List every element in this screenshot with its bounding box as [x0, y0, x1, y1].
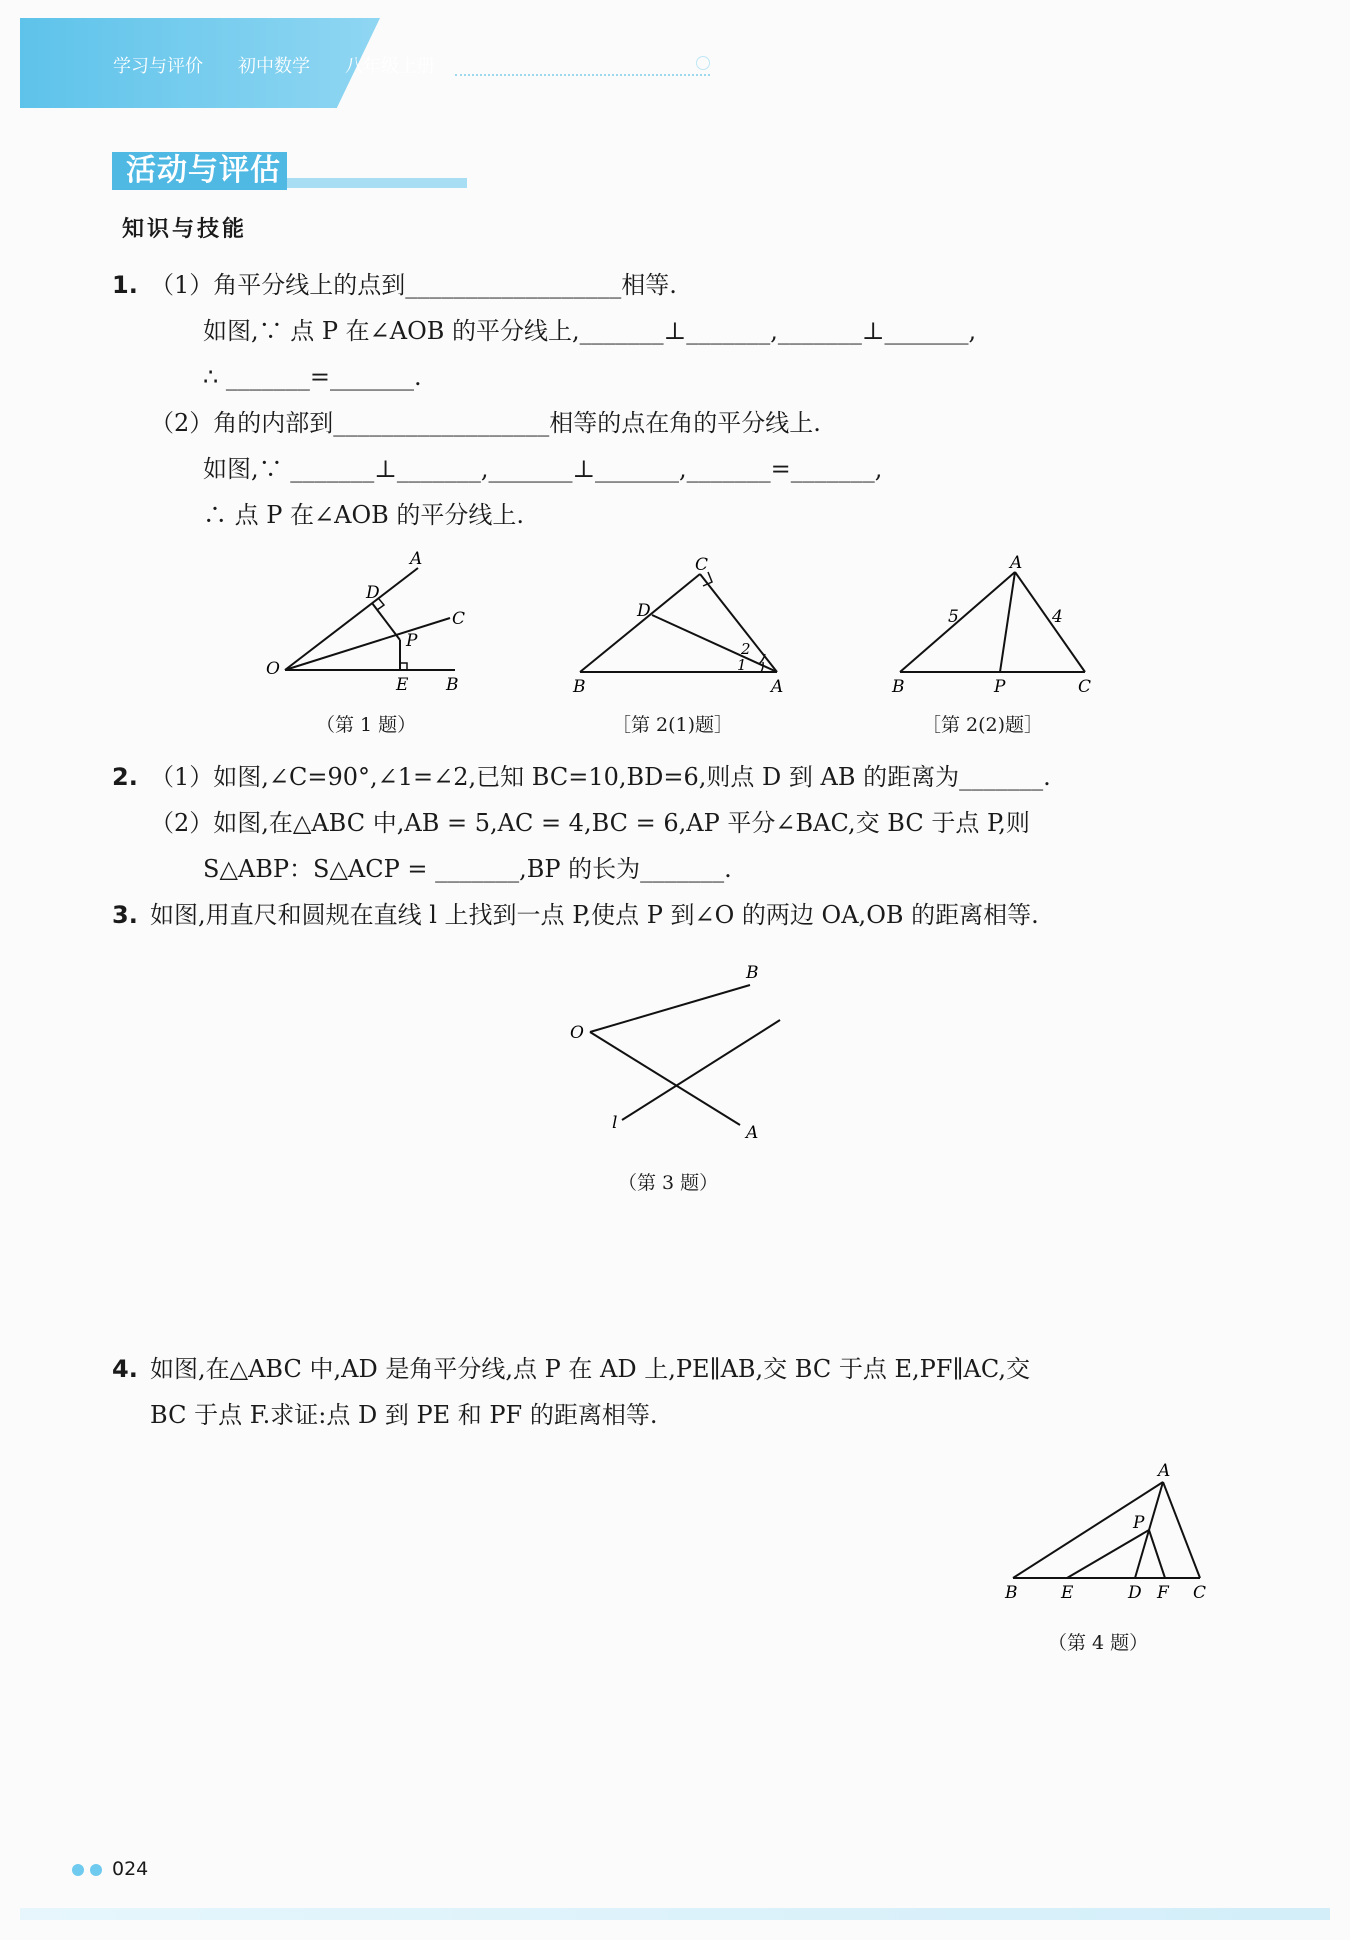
fig-q4-label: P	[1133, 1513, 1145, 1533]
section-subtitle: 知识与技能	[122, 217, 248, 242]
q4-line1: 如图,在△ABC 中,AD 是角平分线,点 P 在 AD 上,PE∥AB,交 BC 于点 E,PF∥AC,交	[150, 1355, 1031, 1383]
fig-q4-label: D	[1128, 1583, 1142, 1603]
fig1-label: D	[366, 583, 380, 603]
fig1-label: C	[452, 609, 466, 629]
fig-q3-label: O	[570, 1023, 584, 1043]
fig2-label: C	[695, 555, 709, 575]
fig2-label: 2	[741, 640, 751, 658]
fig3-caption: ［第 2(2)题］	[922, 714, 1044, 736]
figure-q2-1	[565, 552, 790, 700]
fig2-caption: ［第 2(1)题］	[612, 714, 734, 736]
header-series: 学习与评价	[113, 56, 203, 77]
fig-q3-caption: （第 3 题）	[618, 1172, 719, 1194]
q1-part2-line2: 如图,∵ _______⊥_______,_______⊥_______,_______=_______,	[203, 455, 883, 483]
figure-q2-2	[880, 550, 1095, 700]
fig-q3-label: A	[746, 1123, 759, 1143]
q2-part2-line2: S△ABP：S△ACP = _______,BP 的长为_______.	[203, 855, 732, 883]
fig1-label: P	[406, 631, 418, 651]
q1-part1-line3: ∴ _______=_______.	[203, 363, 422, 391]
figure-q1	[260, 548, 475, 698]
page-dot-icon	[72, 1864, 84, 1876]
fig1-label: E	[396, 675, 409, 695]
q4-number: 4.	[112, 1355, 138, 1383]
section-title: 活动与评估	[126, 153, 281, 188]
fig1-caption: （第 1 题）	[316, 714, 417, 736]
fig-q4-label: C	[1193, 1583, 1207, 1603]
q1-part1-line1: （1）角平分线上的点到__________________相等.	[150, 271, 677, 299]
fig-q3-label: B	[746, 963, 759, 983]
q4-line2: BC 于点 F.求证:点 D 到 PE 和 PF 的距离相等.	[150, 1401, 658, 1429]
page-dot-icon	[90, 1864, 102, 1876]
q2-part1: （1）如图,∠C=90°,∠1=∠2,已知 BC=10,BD=6,则点 D 到 AB 的距离为_______.	[150, 763, 1051, 791]
q3-text: 如图,用直尺和圆规在直线 l 上找到一点 P,使点 P 到∠O 的两边 OA,OB 的距离相等.	[150, 901, 1039, 929]
fig3-label: P	[994, 677, 1006, 697]
fig-q4-label: E	[1061, 1583, 1074, 1603]
q1-part1-line2: 如图,∵ 点 P 在∠AOB 的平分线上,_______⊥_______,_______⊥_______,	[203, 317, 977, 345]
header-grade: 八年级上册	[345, 56, 435, 77]
fig2-label: D	[637, 601, 651, 621]
fig3-label: B	[892, 677, 905, 697]
q1-part2-line1: （2）角的内部到__________________相等的点在角的平分线上.	[150, 409, 821, 437]
q1-part2-line3: ∴ 点 P 在∠AOB 的平分线上.	[203, 501, 525, 529]
fig2-label: B	[573, 677, 586, 697]
q2-number: 2.	[112, 763, 138, 791]
fig1-label: B	[446, 675, 459, 695]
fig3-label: C	[1078, 677, 1092, 697]
section-tag	[112, 148, 352, 190]
fig1-label: A	[410, 549, 423, 569]
fig-q4-label: B	[1005, 1583, 1018, 1603]
fig-q4-caption: （第 4 题）	[1048, 1632, 1149, 1654]
fig-q3-label: l	[612, 1113, 618, 1133]
figure-q3	[560, 950, 790, 1145]
fig-q4-label: A	[1158, 1461, 1171, 1481]
figure-q4	[995, 1460, 1215, 1610]
fig2-label: 1	[737, 656, 747, 674]
header-circle-icon	[696, 56, 710, 70]
q2-part2-line1: （2）如图,在△ABC 中,AB = 5,AC = 4,BC = 6,AP 平分∠BAC,交 BC 于点 P,则	[150, 809, 1030, 837]
q1-number: 1.	[112, 271, 138, 299]
page-number: 024	[112, 1858, 149, 1880]
fig3-label: A	[1010, 553, 1023, 573]
header-dotted-line	[455, 74, 710, 76]
q3-number: 3.	[112, 901, 138, 929]
fig3-label: 5	[948, 607, 959, 627]
fig-q4-label: F	[1157, 1583, 1169, 1603]
fig3-label: 4	[1052, 607, 1063, 627]
footer-band	[20, 1908, 1330, 1920]
header-subject: 初中数学	[238, 56, 310, 77]
fig2-label: A	[771, 677, 784, 697]
fig1-label: O	[266, 659, 280, 679]
